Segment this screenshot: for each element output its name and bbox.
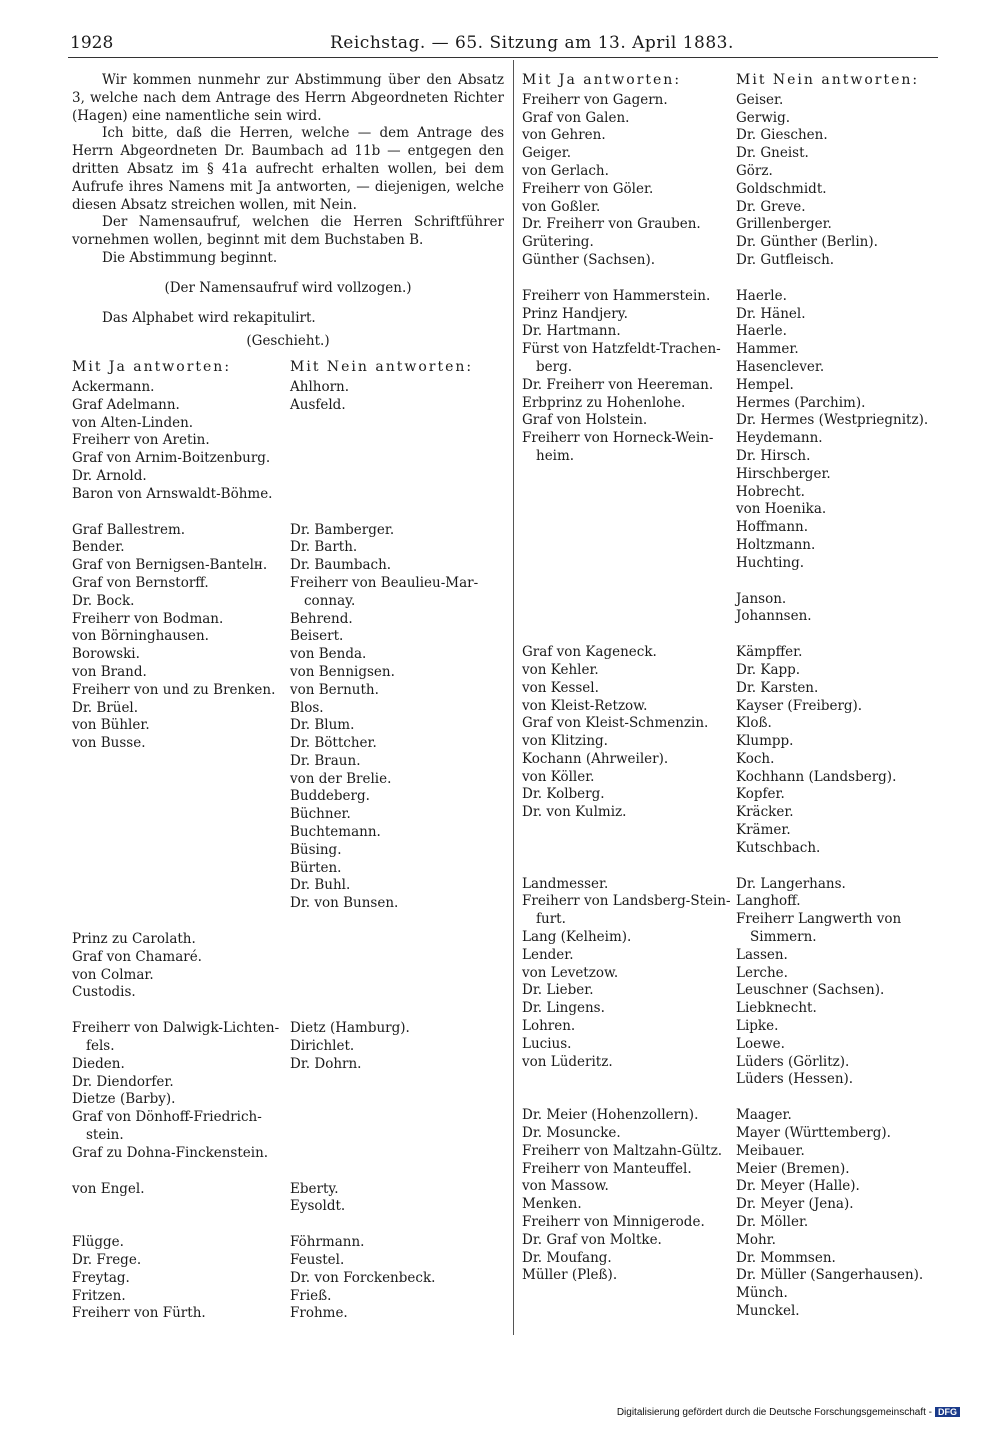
member-name: Dr. Kolberg. — [522, 786, 605, 803]
ja-list — [72, 1234, 290, 1323]
right-column — [522, 72, 942, 1321]
member-name: Graf zu Dohna-Finckenstein. — [72, 1144, 269, 1161]
vote-block — [72, 1234, 504, 1323]
member-name: Bender. — [72, 539, 125, 556]
member-name: von Hoenika. — [736, 501, 827, 518]
nein-list — [736, 92, 942, 270]
nein-list — [290, 931, 504, 1002]
member-name: Kämpffer. — [736, 644, 803, 661]
member-name: Huchting. — [736, 554, 805, 571]
member-name: Dr. Lieber. — [522, 982, 594, 999]
member-name: Lang (Kelheim). — [522, 929, 632, 946]
member-name: Dietz (Hamburg). — [290, 1020, 410, 1037]
member-name: Graf von Galen. — [522, 109, 630, 126]
intro-paragraph: Wir kommen nunmehr zur Abstimmung über den Absatz 3, welche nach dem Antrage des Herrn Abgeordneten Richter (Hagen) eine namentliche sein wird. — [72, 72, 504, 124]
member-name: Görz. — [736, 162, 773, 179]
dfg-logo: DFG — [935, 1407, 960, 1417]
member-name: Dr. Hermes (Westpriegnitz). — [736, 412, 929, 429]
member-name: Müller (Pleß). — [522, 1267, 618, 1284]
member-name: Loewe. — [736, 1035, 785, 1052]
member-name: Dr. Mommsen. — [736, 1249, 836, 1266]
member-name: Hermes (Parchim). — [736, 394, 866, 411]
member-name: Grütering. — [522, 234, 594, 251]
member-name: Dr. Greve. — [736, 198, 806, 215]
nein-list — [736, 876, 942, 1090]
member-name: Kochann (Ahrweiler). — [522, 750, 669, 767]
vote-block — [522, 288, 942, 573]
right-vote-lists — [522, 92, 942, 1321]
member-name: Lüders (Hessen). — [736, 1071, 854, 1088]
member-name: Freiherr von und zu Brenken. — [72, 681, 276, 698]
member-name: Janson. — [736, 590, 787, 607]
member-name: Freiherr von Aretin. — [72, 432, 210, 449]
member-name: Dr. Freiherr von Heereman. — [522, 376, 714, 393]
member-name: Dr. Baumbach. — [290, 557, 392, 574]
member-name: von Levetzow. — [522, 964, 619, 981]
member-name: Graf von Kleist-Schmenzin. — [522, 715, 709, 732]
member-name: Fritzen. — [72, 1287, 126, 1304]
ja-list — [522, 876, 736, 1090]
member-name: von Kleist-Retzow. — [522, 697, 648, 714]
member-name: Freiherr von Göler. — [522, 180, 654, 197]
member-name: Ausfeld. — [290, 396, 346, 413]
member-name: Freiherr von Maltzahn-Gültz. — [522, 1142, 723, 1159]
member-name: Freiherr von Landsberg-Stein- — [522, 893, 731, 910]
nein-list — [290, 1181, 504, 1217]
nein-list — [736, 644, 942, 858]
ja-list — [72, 1020, 290, 1162]
member-name: Freiherr von Dalwigk-Lichten- — [72, 1020, 280, 1037]
member-name: Gerwig. — [736, 109, 791, 126]
nein-header: Mit Nein antworten: — [736, 72, 920, 88]
member-name: Liebknecht. — [736, 1000, 817, 1017]
member-name: Freiherr von Manteuffel. — [522, 1160, 692, 1177]
member-name: Buchtemann. — [290, 824, 381, 841]
member-name: Freiherr von Gagern. — [522, 91, 668, 108]
member-name: Simmern. — [750, 929, 817, 946]
member-name: Lohren. — [522, 1018, 576, 1035]
nein-list — [290, 379, 504, 504]
vote-block — [72, 1020, 504, 1162]
member-name: Dr. Braun. — [290, 752, 361, 769]
member-name: Dr. Langerhans. — [736, 875, 846, 892]
member-name: Leuschner (Sachsen). — [736, 982, 885, 999]
member-name: von Bennigsen. — [290, 663, 395, 680]
member-name: Dr. Böttcher. — [290, 735, 377, 752]
member-name: Günther (Sachsen). — [522, 251, 656, 268]
member-name: von Bühler. — [72, 717, 150, 734]
nein-list — [736, 288, 942, 573]
member-name: Feustel. — [290, 1252, 345, 1269]
member-name: Büchner. — [290, 806, 351, 823]
vote-block — [522, 92, 942, 270]
member-name: Menken. — [522, 1196, 582, 1213]
member-name: Freiherr von Hammerstein. — [522, 287, 711, 304]
member-name: Büsing. — [290, 841, 342, 858]
member-name: Lassen. — [736, 946, 788, 963]
member-name: von Colmar. — [72, 966, 154, 983]
member-name: Freytag. — [72, 1269, 130, 1286]
member-name: Dr. Buhl. — [290, 877, 351, 894]
ja-list — [72, 522, 290, 914]
nein-list — [290, 522, 504, 914]
nein-list — [290, 1234, 504, 1323]
member-name: Dr. Günther (Berlin). — [736, 234, 878, 251]
member-name: Lender. — [522, 946, 574, 963]
member-name: von Lüderitz. — [522, 1053, 613, 1070]
member-name: Dr. Möller. — [736, 1214, 809, 1231]
member-name: Freiherr von Minnigerode. — [522, 1214, 705, 1231]
vote-block — [72, 379, 504, 504]
nein-list — [290, 1020, 504, 1162]
member-name: Dr. Meyer (Halle). — [736, 1178, 860, 1195]
member-name: furt. — [536, 911, 566, 928]
left-column-headers — [72, 359, 504, 377]
ja-list — [72, 379, 290, 504]
member-name: Hasenclever. — [736, 358, 825, 375]
member-name: Dr. Diendorfer. — [72, 1073, 174, 1090]
member-name: Lipke. — [736, 1018, 779, 1035]
member-name: von Busse. — [72, 735, 146, 752]
member-name: Dr. Hartmann. — [522, 323, 621, 340]
member-name: Landmesser. — [522, 875, 609, 892]
member-name: Eysoldt. — [290, 1198, 346, 1215]
member-name: Graf von Dönhoff-Friedrich- — [72, 1109, 262, 1126]
member-name: Grillenberger. — [736, 216, 832, 233]
ja-header: Mit Ja antworten: — [72, 359, 232, 376]
member-name: von Engel. — [72, 1180, 145, 1197]
member-name: Föhrmann. — [290, 1234, 365, 1251]
member-name: Krämer. — [736, 822, 791, 839]
member-name: Dr. Freiherr von Grauben. — [522, 216, 701, 233]
member-name: Graf von Kageneck. — [522, 644, 657, 661]
member-name: Frohme. — [290, 1305, 348, 1322]
member-name: Haerle. — [736, 287, 787, 304]
member-name: von Kehler. — [522, 661, 599, 678]
member-name: Goldschmidt. — [736, 180, 827, 197]
member-name: Dr. Gieschen. — [736, 127, 828, 144]
ja-list — [522, 92, 736, 270]
member-name: Dietze (Barby). — [72, 1091, 176, 1108]
left-vote-lists — [72, 379, 504, 1323]
member-name: von Goßler. — [522, 198, 601, 215]
member-name: Freiherr Langwerth von — [736, 911, 902, 928]
member-name: connay. — [304, 592, 356, 609]
member-name: Lucius. — [522, 1035, 572, 1052]
member-name: heim. — [536, 447, 575, 464]
member-name: Langhoff. — [736, 893, 801, 910]
member-name: Dr. von Forckenbeck. — [290, 1269, 436, 1286]
vote-block — [522, 1107, 942, 1321]
member-name: von Börninghausen. — [72, 628, 209, 645]
member-name: Dr. Arnold. — [72, 467, 147, 484]
member-name: Dr. Hirsch. — [736, 447, 811, 464]
member-name: Bürten. — [290, 859, 342, 876]
member-name: Prinz Handjery. — [522, 305, 628, 322]
member-name: Hammer. — [736, 341, 799, 358]
nein-list — [736, 591, 942, 627]
member-name: Dr. Dohrn. — [290, 1055, 362, 1072]
member-name: Klumpp. — [736, 733, 794, 750]
member-name: Dr. Frege. — [72, 1252, 142, 1269]
member-name: Dr. Moufang. — [522, 1249, 612, 1266]
member-name: Graf von Arnim-Boitzenburg. — [72, 450, 271, 467]
ja-list — [522, 591, 736, 627]
recap-note: Das Alphabet wird rekapitulirt. — [102, 309, 316, 326]
member-name: Dr. Mosuncke. — [522, 1125, 621, 1142]
member-name: Dr. Lingens. — [522, 1000, 605, 1017]
member-name: Borowski. — [72, 646, 140, 663]
member-name: Dr. Kapp. — [736, 661, 801, 678]
member-name: von Köller. — [522, 768, 595, 785]
member-name: Freiherr von Bodman. — [72, 610, 224, 627]
member-name: Haerle. — [736, 323, 787, 340]
column-divider — [513, 60, 514, 1335]
member-name: Freiherr von Horneck-Wein- — [522, 430, 714, 447]
member-name: Fürst von Hatzfeldt-Trachen- — [522, 341, 721, 358]
member-name: Koch. — [736, 750, 775, 767]
member-name: Graf von Chamaré. — [72, 948, 202, 965]
member-name: Dr. Hänel. — [736, 305, 806, 322]
member-name: Dr. Blum. — [290, 717, 355, 734]
member-name: Buddeberg. — [290, 788, 370, 805]
member-name: Dr. Brüel. — [72, 699, 139, 716]
member-name: Dr. von Kulmiz. — [522, 804, 627, 821]
ja-list — [522, 288, 736, 573]
member-name: Dr. Bock. — [72, 592, 135, 609]
member-name: Freiherr von Fürth. — [72, 1305, 206, 1322]
member-name: Dr. Barth. — [290, 539, 358, 556]
intro-paragraph: Der Namensaufruf, welchen die Herren Schriftführer vornehmen wollen, beginnt mit dem Buchstaben B. — [72, 214, 504, 249]
member-name: Hempel. — [736, 376, 794, 393]
member-name: Kutschbach. — [736, 839, 821, 856]
member-name: Ackermann. — [72, 378, 155, 395]
member-name: Dr. von Bunsen. — [290, 895, 399, 912]
intro-paragraph: Die Abstimmung beginnt. — [102, 249, 278, 266]
member-name: Heydemann. — [736, 430, 823, 447]
member-name: Ahlhorn. — [290, 378, 350, 395]
member-name: Meibauer. — [736, 1142, 805, 1159]
intro-paragraph: Ich bitte, daß die Herren, welche — dem Antrage des Herrn Abgeordneten Dr. Baumbach ad 11b — entgegen den dritten Absatz im § 41a aufrecht erhalten wollen, bei dem Aufrufe ihres Namens mit Ja antworten, — diejenigen, welche diesen Absatz streichen wollen, mit Nein. — [72, 125, 504, 213]
member-name: Dr. Karsten. — [736, 679, 819, 696]
member-name: Graf von Bernstorff. — [72, 574, 209, 591]
member-name: von der Brelie. — [290, 770, 392, 787]
member-name: Dr. Graf von Moltke. — [522, 1231, 662, 1248]
member-name: von Alten-Linden. — [72, 414, 194, 431]
member-name: Mohr. — [736, 1231, 776, 1248]
page-number: 1928 — [70, 33, 114, 53]
member-name: von Bernuth. — [290, 681, 379, 698]
member-name: Johannsen. — [736, 608, 812, 625]
member-name: Freiherr von Beaulieu-Mar- — [290, 574, 479, 591]
member-name: Dr. Gneist. — [736, 145, 809, 162]
member-name: berg. — [536, 358, 573, 375]
done-note: (Geschieht.) — [246, 333, 330, 350]
member-name: von Gerlach. — [522, 162, 609, 179]
member-name: Holtzmann. — [736, 536, 816, 553]
member-name: von Gehren. — [522, 127, 606, 144]
member-name: Baron von Arnswaldt-Böhme. — [72, 485, 273, 502]
member-name: von Massow. — [522, 1178, 609, 1195]
member-name: Geiger. — [522, 145, 571, 162]
member-name: Dr. Meier (Hohenzollern). — [522, 1107, 699, 1124]
member-name: Dr. Gutfleisch. — [736, 251, 835, 268]
member-name: Dr. Bamberger. — [290, 521, 395, 538]
member-name: Mayer (Württemberg). — [736, 1125, 891, 1142]
vote-block — [522, 644, 942, 858]
member-name: Flügge. — [72, 1234, 124, 1251]
member-name: Dirichlet. — [290, 1038, 355, 1055]
left-column — [72, 72, 504, 1323]
member-name: Kochhann (Landsberg). — [736, 768, 897, 785]
nein-header: Mit Nein antworten: — [290, 359, 474, 376]
member-name: Custodis. — [72, 984, 136, 1001]
member-name: von Kessel. — [522, 679, 599, 696]
member-name: Geiser. — [736, 91, 784, 108]
member-name: Münch. — [736, 1285, 788, 1302]
member-name: Lüders (Görlitz). — [736, 1053, 850, 1070]
member-name: Graf Ballestrem. — [72, 521, 186, 538]
footer-text: Digitalisierung gefördert durch die Deutsche Forschungsgemeinschaft - — [616, 1407, 932, 1418]
member-name: von Klitzing. — [522, 733, 608, 750]
ja-list — [522, 644, 736, 858]
member-name: Blos. — [290, 699, 324, 716]
header-rule — [68, 57, 938, 58]
member-name: Dr. Müller (Sangerhausen). — [736, 1267, 924, 1284]
member-name: Frieß. — [290, 1287, 332, 1304]
member-name: Hirschberger. — [736, 465, 831, 482]
member-name: Graf von Holstein. — [522, 412, 648, 429]
running-head: Reichstag. — 65. Sitzung am 13. April 1883. — [330, 33, 734, 53]
nein-list — [736, 1107, 942, 1321]
member-name: Kayser (Freiberg). — [736, 697, 863, 714]
member-name: Beisert. — [290, 628, 344, 645]
member-name: Prinz zu Carolath. — [72, 931, 196, 948]
member-name: stein. — [86, 1127, 124, 1144]
vote-block — [72, 1181, 504, 1217]
member-name: Graf von Bernigsen-Bantelн. — [72, 557, 268, 574]
vote-block — [72, 931, 504, 1002]
member-name: Lerche. — [736, 964, 788, 981]
member-name: Dieden. — [72, 1055, 125, 1072]
member-name: Eberty. — [290, 1180, 339, 1197]
member-name: Erbprinz zu Hohenlohe. — [522, 394, 686, 411]
vote-block — [72, 522, 504, 914]
member-name: Kopfer. — [736, 786, 785, 803]
member-name: von Brand. — [72, 663, 147, 680]
member-name: Munckel. — [736, 1303, 800, 1319]
ja-list — [72, 931, 290, 1002]
member-name: von Benda. — [290, 646, 367, 663]
roll-call-note: (Der Namensaufruf wird vollzogen.) — [164, 279, 412, 296]
digitization-footer — [617, 1407, 960, 1418]
right-column-headers — [522, 72, 942, 90]
member-name: Hobrecht. — [736, 483, 805, 500]
vote-block — [522, 591, 942, 627]
ja-header: Mit Ja antworten: — [522, 72, 682, 88]
member-name: Dr. Meyer (Jena). — [736, 1196, 854, 1213]
ja-list — [522, 1107, 736, 1321]
vote-block — [522, 876, 942, 1090]
member-name: Kräcker. — [736, 804, 794, 821]
ja-list — [72, 1181, 290, 1217]
member-name: fels. — [86, 1038, 115, 1055]
member-name: Hoffmann. — [736, 519, 809, 536]
member-name: Graf Adelmann. — [72, 396, 180, 413]
member-name: Behrend. — [290, 610, 353, 627]
member-name: Maager. — [736, 1107, 792, 1124]
member-name: Meier (Bremen). — [736, 1160, 850, 1177]
member-name: Kloß. — [736, 715, 772, 732]
